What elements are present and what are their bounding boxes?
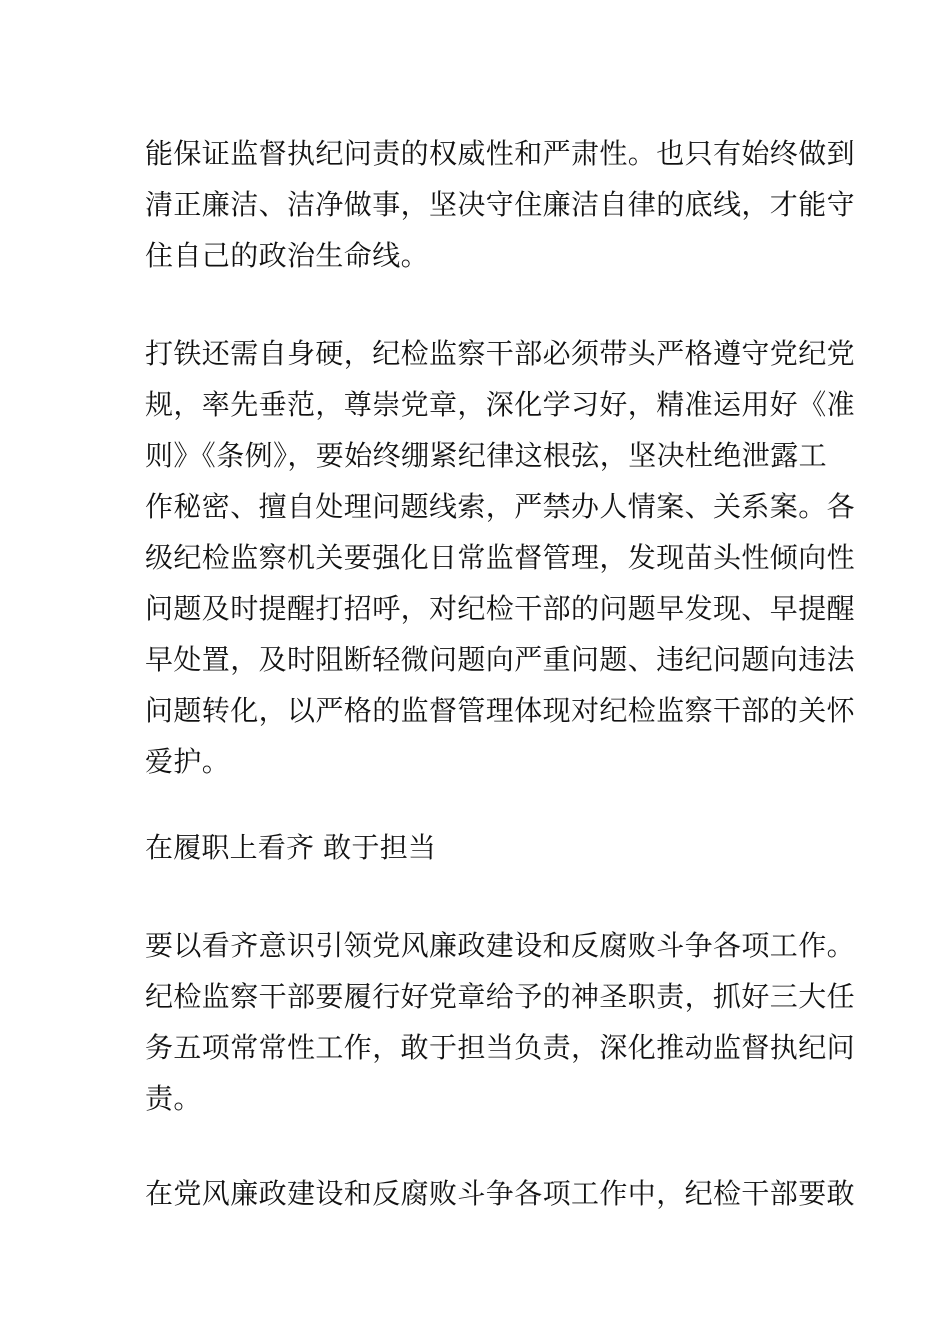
text-line: 打铁还需自身硬，纪检监察干部必须带头严格遵守党纪党: [145, 337, 856, 370]
text-line: 问题转化，以严格的监督管理体现对纪检监察干部的关怀: [145, 694, 856, 727]
text-line: 作秘密、擅自处理问题线索，严禁办人情案、关系案。各: [145, 490, 856, 523]
text-line: 级纪检监察机关要强化日常监督管理，发现苗头性倾向性: [145, 541, 856, 574]
paragraph-integrity-conclusion: [145, 128, 856, 281]
paragraph-anti-corruption-work: [145, 1168, 856, 1219]
text-line: 清正廉洁、洁净做事，坚决守住廉洁自律的底线，才能守: [145, 188, 856, 221]
heading-line: 在履职上看齐 敢于担当: [145, 831, 437, 864]
paragraph-self-discipline: [145, 328, 856, 787]
text-line: 纪检监察干部要履行好党章给予的神圣职责，抓好三大任: [145, 980, 856, 1013]
text-line: 在党风廉政建设和反腐败斗争各项工作中，纪检干部要敢: [145, 1177, 856, 1210]
text-line: 住自己的政治生命线。: [145, 239, 430, 272]
text-line: 能保证监督执纪问责的权威性和严肃性。也只有始终做到: [145, 137, 856, 170]
text-line: 务五项常常性工作，敢于担当负责，深化推动监督执纪问: [145, 1031, 856, 1064]
text-line: 爱护。: [145, 745, 231, 778]
text-line: 早处置，及时阻断轻微问题向严重问题、违纪问题向违法: [145, 643, 856, 676]
section-heading: [145, 822, 810, 873]
text-line: 要以看齐意识引领党风廉政建设和反腐败斗争各项工作。: [145, 929, 856, 962]
text-line: 则》《条例》，要始终绷紧纪律这根弦，坚决杜绝泄露工: [145, 439, 828, 472]
text-line: 规，率先垂范，尊崇党章，深化学习好，精准运用好《准: [145, 388, 856, 421]
paragraph-responsibility: [145, 920, 856, 1124]
text-line: 责。: [145, 1082, 202, 1115]
text-line: 问题及时提醒打招呼，对纪检干部的问题早发现、早提醒: [145, 592, 856, 625]
